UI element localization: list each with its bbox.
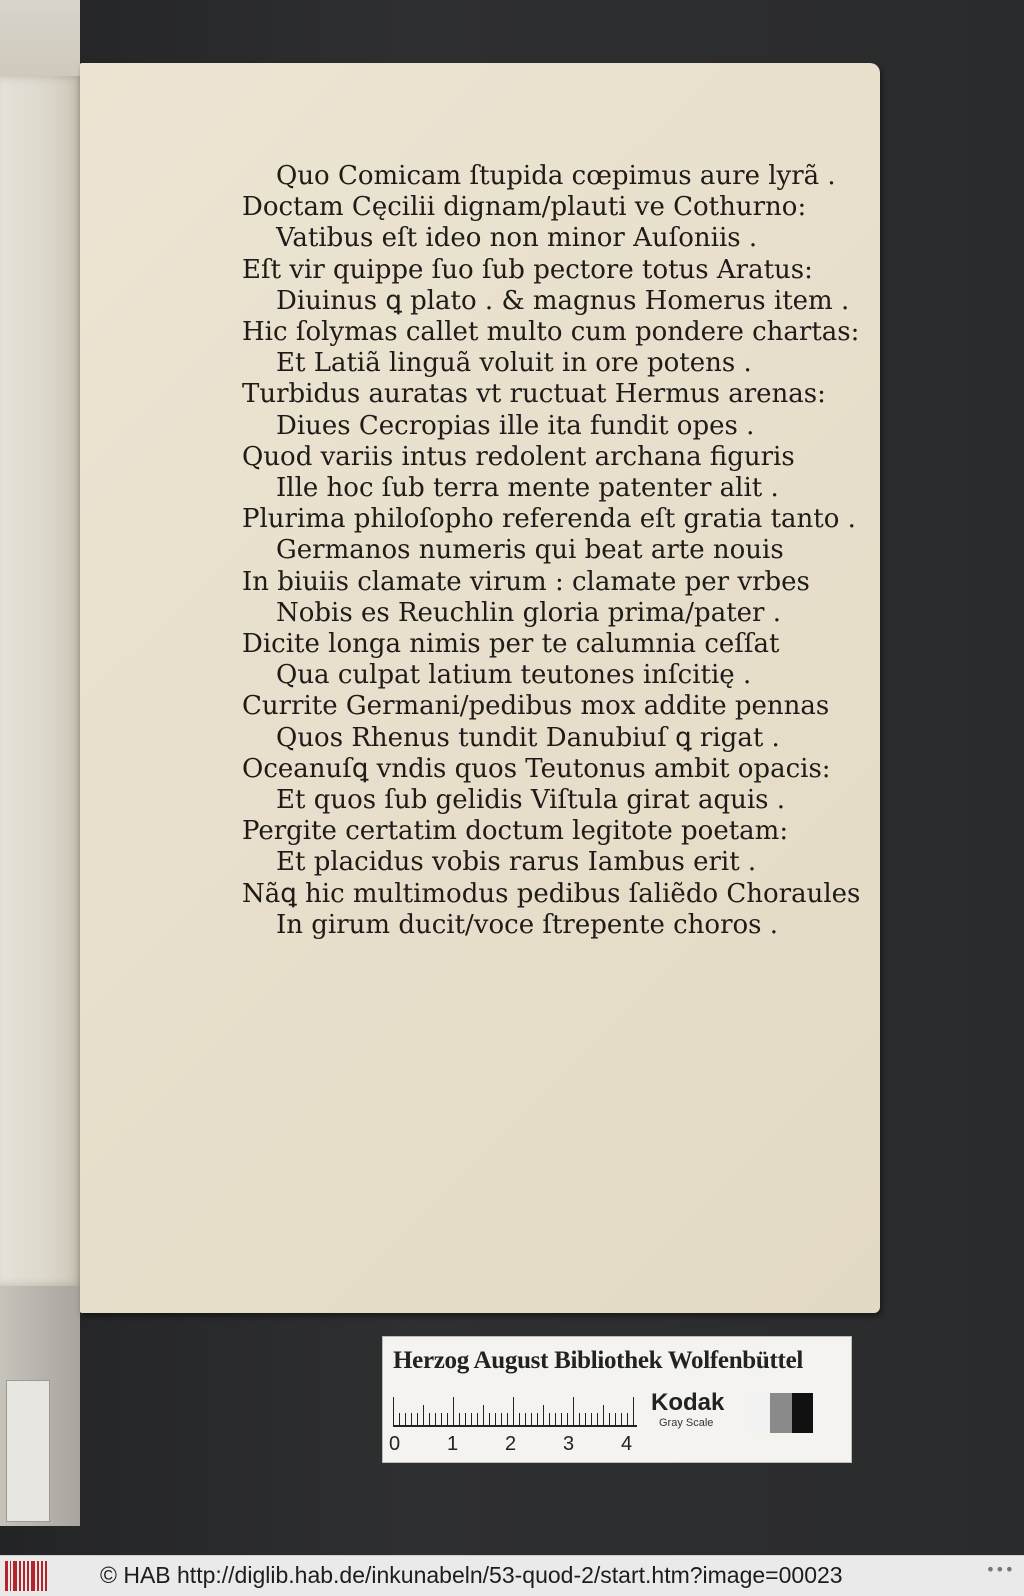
verse-line: Oceanuſꝗ vndis quos Teutonus ambit opacis: — [242, 753, 831, 784]
ruler-number: 1 — [447, 1433, 459, 1455]
ruler-tick — [507, 1413, 508, 1425]
verse-line: Dicite longa nimis per te calumnia ceſſat — [242, 629, 780, 660]
verse-line: Eſt vir quippe ſuo ſub pectore totus Aratus: — [242, 254, 813, 285]
ruler-labels — [389, 1433, 649, 1455]
ruler-tick — [453, 1397, 454, 1425]
gray-scale-patches — [749, 1393, 813, 1433]
ruler-tick — [555, 1413, 556, 1425]
ruler-tick — [477, 1413, 478, 1425]
verse-line: Diues Cecropias ille ita fundit opes . — [276, 410, 755, 441]
hab-barcode-logo-icon[interactable] — [5, 1561, 47, 1591]
kodak-brand: Kodak — [651, 1389, 725, 1416]
ruler-tick — [447, 1413, 448, 1425]
ruler-tick — [393, 1397, 394, 1425]
ruler-tick — [597, 1413, 598, 1425]
ruler-tick — [627, 1413, 628, 1425]
ruler-tick — [561, 1413, 562, 1425]
verse-line: Quod variis intus redolent archana figuris — [242, 441, 795, 472]
ruler-tick — [483, 1405, 484, 1425]
ruler-tick — [465, 1413, 466, 1425]
ruler-tick — [549, 1413, 550, 1425]
verse-line: In biuiis clamate virum : clamate per vrbes — [242, 566, 810, 597]
verse-line: Et quos ſub gelidis Viſtula girat aquis . — [276, 785, 786, 816]
facing-page-edge — [0, 76, 84, 1286]
ruler-tick — [579, 1413, 580, 1425]
ruler-number: 4 — [621, 1433, 633, 1455]
ruler-tick — [573, 1397, 574, 1425]
verse-line: Vatibus eſt ideo non minor Auſoniis . — [276, 223, 758, 254]
verse-line: Quos Rhenus tundit Danubiuſ ꝗ rigat . — [276, 722, 780, 753]
ruler-tick — [621, 1413, 622, 1425]
ruler-tick — [585, 1413, 586, 1425]
verse-line: In girum ducit/voce ſtrepente choros . — [276, 909, 779, 940]
ruler-tick — [603, 1405, 604, 1425]
ruler-tick — [543, 1405, 544, 1425]
poem-text-block — [242, 161, 861, 941]
ruler-number: 0 — [389, 1433, 401, 1455]
color-scale-card — [382, 1336, 852, 1463]
ruler-tick — [513, 1397, 514, 1425]
verse-line: Plurima philoſopho referenda eſt gratia tanto . — [242, 504, 856, 535]
copyright-url[interactable]: © HAB http://diglib.hab.de/inkunabeln/53-quod-2/start.htm?image=00023 — [100, 1562, 843, 1588]
ruler-tick — [459, 1413, 460, 1425]
verse-line: Ille hoc ſub terra mente patenter alit . — [276, 473, 779, 504]
ruler-tick — [429, 1413, 430, 1425]
verse-line: Nobis es Reuchlin gloria prima/pater . — [276, 597, 781, 628]
ruler-tick — [417, 1413, 418, 1425]
verse-line: Pergite certatim doctum legitote poetam: — [242, 816, 789, 847]
ruler-number: 3 — [563, 1433, 575, 1455]
ruler-tick — [399, 1413, 400, 1425]
gray-patch — [770, 1393, 791, 1433]
ruler-tick — [441, 1413, 442, 1425]
library-title: Herzog August Bibliothek Wolfenbüttel — [393, 1347, 804, 1374]
verse-line: Et placidus vobis rarus Iambus erit . — [276, 847, 757, 878]
gray-patch — [749, 1393, 770, 1433]
footer-bar — [0, 1555, 1024, 1596]
ruler-tick — [531, 1413, 532, 1425]
verse-line: Germanos numeris qui beat arte nouis — [276, 535, 784, 566]
ruler-number: 2 — [505, 1433, 517, 1455]
ruler-tick — [411, 1413, 412, 1425]
verse-line: Turbidus auratas vt ructuat Hermus arenas: — [242, 379, 826, 410]
verse-line: Hic ſolymas callet multo cum pondere chartas: — [242, 317, 860, 348]
facing-page-top-edge — [0, 0, 80, 76]
ruler-tick — [609, 1413, 610, 1425]
ruler-tick — [525, 1413, 526, 1425]
ruler-tick — [519, 1413, 520, 1425]
gray-scale-label: Gray Scale — [659, 1417, 714, 1429]
verse-line: Quo Comicam ſtupida cœpimus aure lyrã . — [276, 161, 836, 191]
ruler-tick — [489, 1413, 490, 1425]
ruler-tick — [423, 1405, 424, 1425]
ruler-tick — [405, 1413, 406, 1425]
ruler-tick — [495, 1413, 496, 1425]
ruler-tick — [567, 1413, 568, 1425]
ruler-tick — [537, 1413, 538, 1425]
ruler-tick — [633, 1397, 634, 1425]
verse-line: Nãꝗ hic multimodus pedibus ſaliẽdo Choraules — [242, 878, 861, 909]
verse-line: Et Latiã linguã voluit in ore potens . — [276, 348, 752, 379]
ruler-tick — [435, 1413, 436, 1425]
ellipsis-icon[interactable]: ••• — [985, 1560, 1014, 1579]
verse-line: Doctam Cęcilii dignam/plauti ve Cothurno: — [242, 192, 807, 223]
ruler-tick — [591, 1413, 592, 1425]
verse-line: Currite Germani/pedibus mox addite pennas — [242, 691, 830, 722]
ruler-tick — [471, 1413, 472, 1425]
ruler-tick — [615, 1413, 616, 1425]
verse-line: Qua culpat latium teutones inſcitię . — [276, 660, 752, 691]
verse-line: Diuinus ꝗ plato . & magnus Homerus item . — [276, 285, 850, 316]
gray-patch — [792, 1393, 813, 1433]
shelf-label — [6, 1380, 50, 1522]
ruler-scale — [393, 1395, 637, 1427]
ruler-tick — [501, 1413, 502, 1425]
